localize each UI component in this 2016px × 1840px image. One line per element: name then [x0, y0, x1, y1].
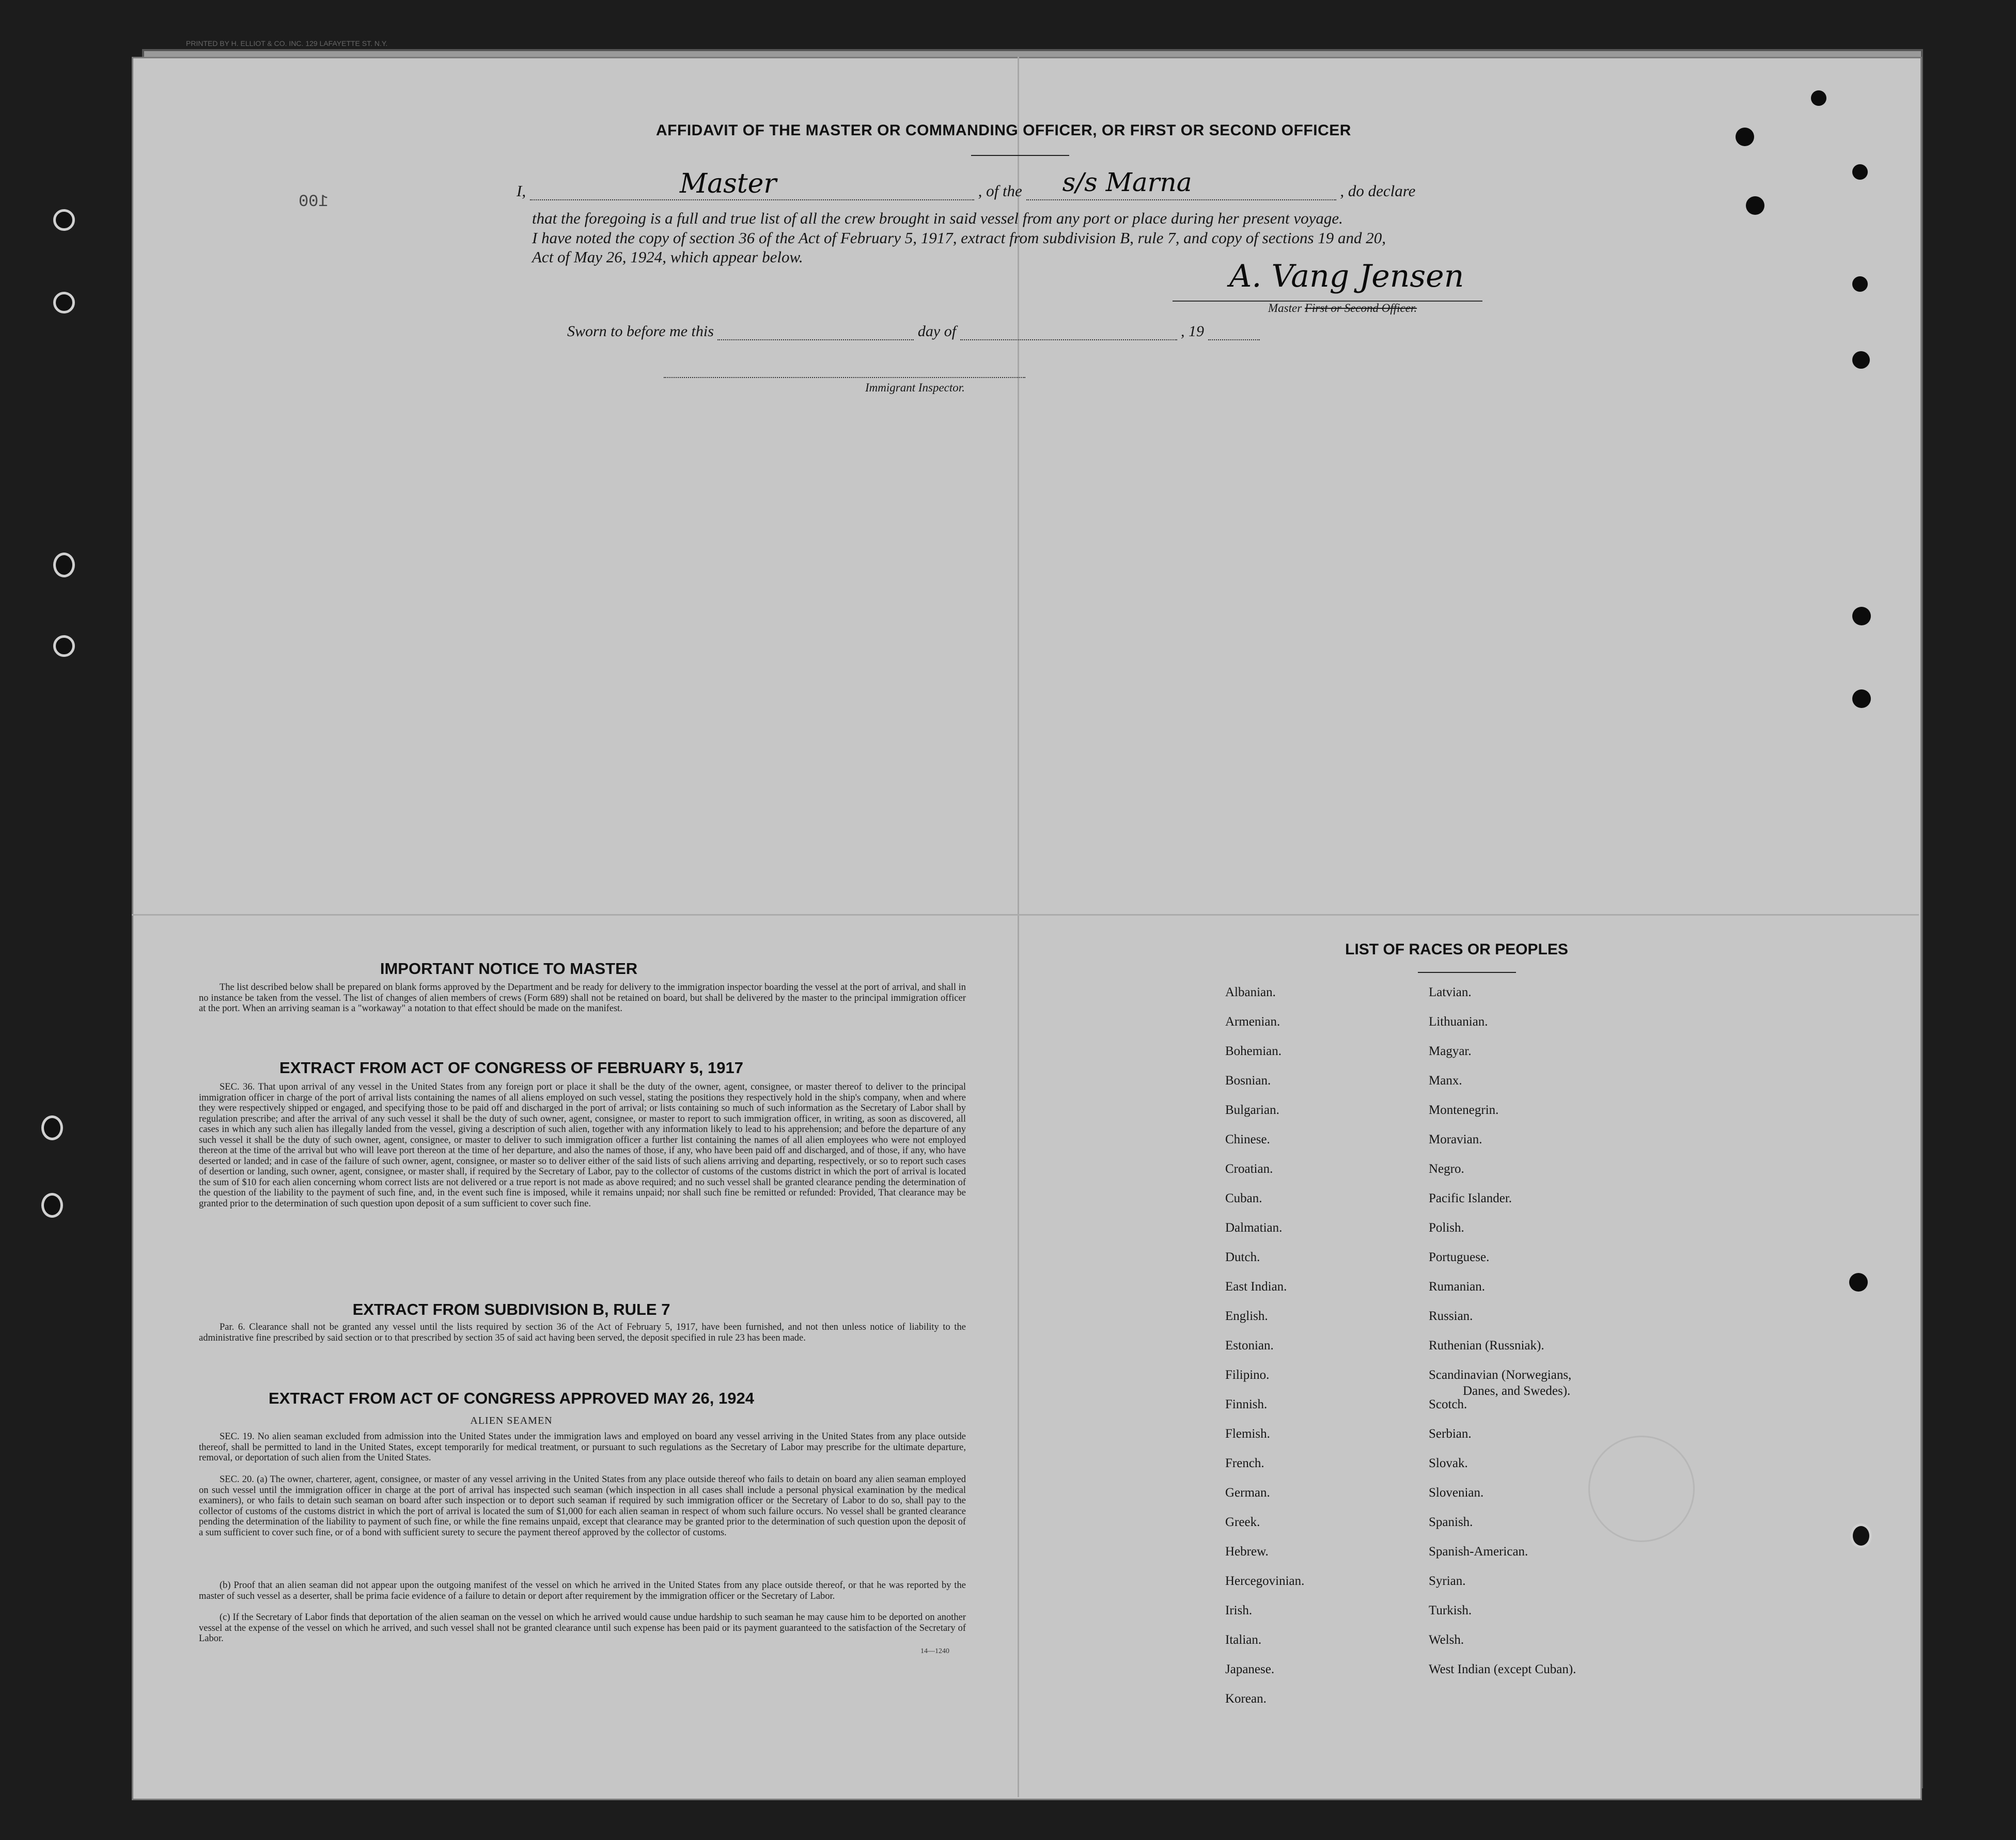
sworn-day: day of: [917, 323, 957, 340]
signer-caption-master: Master: [1268, 302, 1302, 314]
punch-hole: [1852, 164, 1868, 180]
sec20a-body: SEC. 20. (a) The owner, charterer, agent, consignee, or master of any vessel arriving in the United States from any place outside thereof who fails to detain on board any alien seaman employed on such vessel until the immigration officer in charge at the port of arrival has inspected such seaman (which inspection in all cases shall include a personal physical examination by the medical examiners), or who fails to detain such seaman on board after such inspection or to deport such seaman if required by such immigration officer or the Secretary of Labor to do so, shall pay to the collector of customs of the customs district in which the port of arrival is located the sum of $1,000 for each alien seaman in respect of whom such failure occurs. No vessel shall be granted clearance pending the determination of the liability to payment of such fine, or while the fine remains unpaid, except that clearance may be granted prior to the determination of such question upon the deposit of a sum sufficient to cover such fine, or of a bond with sufficient surety to secure the payment thereof approved by the collector of customs.: [199, 1474, 966, 1538]
races-title: LIST OF RACES OR PEOPLES: [1345, 941, 1568, 958]
punch-hole: [1736, 128, 1754, 146]
race-item-right: Slovak.: [1429, 1456, 1468, 1470]
binder-ring: [53, 209, 75, 231]
race-item-left: German.: [1225, 1486, 1270, 1500]
affidavit-line1: [517, 167, 1519, 200]
fold-line-horizontal: [132, 914, 1919, 916]
race-item-left: English.: [1225, 1309, 1268, 1323]
race-item-right: Negro.: [1429, 1162, 1464, 1176]
binder-ring: [1850, 1523, 1872, 1548]
race-item-left: Bosnian.: [1225, 1074, 1271, 1088]
punch-hole: [1746, 196, 1764, 215]
punch-hole: [1852, 351, 1870, 369]
rule7-body: Par. 6. Clearance shall not be granted any vessel until the lists required by section 36 of the Act of February 5, 1917, have been furnished, and not then unless notice of liability to the administrative fine prescribed by said section or to that prescribed by section 35 of said act having been served, the deposit specified in rule 23 has been made.: [199, 1322, 966, 1343]
alien-seamen-subtitle: ALIEN SEAMEN: [470, 1415, 553, 1426]
race-item-left: Cuban.: [1225, 1191, 1262, 1205]
affidavit-line2: that the foregoing is a full and true list of all the crew brought in said vessel from any port or place during her present voyage.: [532, 209, 1343, 227]
sec20b-body: (b) Proof that an alien seaman did not appear upon the outgoing manifest of the vessel on which he arrived in the United States from any place outside thereof, or that he was reported by the master of such vessel as a deserter, shall be prima facie evidence of a failure to detain or deport after requirement by the immigration officer or the Secretary of Labor.: [199, 1580, 966, 1601]
of-the-text: , of the: [978, 182, 1022, 200]
race-item-right: Rumanian.: [1429, 1280, 1486, 1294]
affidavit-line3: I have noted the copy of section 36 of the Act of February 5, 1917, extract from subdivision B, rule 7, and copy of sections 19 and 20,: [532, 229, 1386, 247]
race-item-left: Hebrew.: [1225, 1545, 1269, 1559]
race-item-left: Dalmatian.: [1225, 1221, 1283, 1235]
sworn-year-field: [1208, 325, 1260, 340]
inspector-signature-line: [664, 377, 1025, 378]
sworn-date-field: [717, 325, 914, 340]
sworn-year: , 19: [1181, 323, 1205, 340]
race-item-left: Estonian.: [1225, 1339, 1274, 1353]
title-rule: [971, 155, 1069, 156]
race-item-left: Chinese.: [1225, 1133, 1270, 1146]
race-item-left: Korean.: [1225, 1692, 1267, 1706]
extract-1917-body: SEC. 36. That upon arrival of any vessel in the United States from any foreign port or place it shall be the duty of the owner, agent, consignee, or master thereof to deliver to the principal immigration officer in charge of the port of arrival lists containing the names of all aliens employed on such vessel, stating the positions they respectively hold in the ship's company, when and where they were respectively shipped or engaged, and specifying those to be paid off and discharged in the port of arrival; or lists containing so much of such information as the Secretary of Labor shall by regulation prescribe; and after the arrival of any such vessel it shall be the duty of such owner, agent, consignee, or master to report to such immigration officer, in writing, as soon as discovered, all cases in which any such alien has illegally landed from the vessel, giving a description of such alien, together with any information likely to lead to his apprehension; and before the departure of any such vessel it shall be the duty of such owner, agent, consignee, or master to deliver to such immigration officer a further list containing the names of all alien employees who were not employed thereon at the time of the arrival but who will leave port thereon at the time of her departure, and also the names of those, if any, who have been paid off and discharged, and of those, if any, who have deserted or landed; and in case of the failure of such owner, agent, consignee, or master so to deliver either of the said lists of such aliens arriving and departing, respectively, or so to report such cases of desertion or landing, such owner, agent, consignee, or master shall, if required by the Secretary of Labor, pay to the collector of customs of the customs district in which the port of arrival is located the sum of $10 for each alien concerning whom correct lists are not delivered or a true report is not made as above required; and no such vessel shall be granted clearance pending the determination of the question of the liability to the payment of such fine, and, in the event such fine is imposed, while it remains unpaid; nor shall such fine be remitted or refunded: Provided, That clearance may be granted prior to the determination of such question upon deposit of a sum sufficient to cover such fine.: [199, 1082, 966, 1209]
race-item-right-continuation: Danes, and Swedes).: [1463, 1384, 1571, 1398]
binder-ring: [41, 1115, 63, 1140]
notice-body: The list described below shall be prepared on blank forms approved by the Department and be ready for delivery to the immigration inspector boarding the vessel at the port of arrival, and shall in no instance be taken from the vessel. The list of changes of alien members of crews (Form 689) shall not be retained on board, but shall be delivered by the master to the principal immigration officer at the port. When an arriving seaman is a "workaway" a notation to that effect should be made on the manifest.: [199, 982, 966, 1014]
race-item-left: Finnish.: [1225, 1397, 1268, 1411]
race-item-left: Dutch.: [1225, 1250, 1260, 1264]
race-item-right: Welsh.: [1429, 1633, 1464, 1647]
sec19-body: SEC. 19. No alien seaman excluded from admission into the United States under the immigration laws and employed on board any vessel arriving in the United States from any place outside thereof, shall be permitted to land in the United States, except temporarily for medical treatment, or pursuant to such regulations as the Secretary of Labor may prescribe for the ultimate departure, removal, or deportation of such alien from the United States.: [199, 1432, 966, 1463]
binder-ring: [53, 553, 75, 577]
race-item-left: Japanese.: [1225, 1662, 1275, 1676]
fold-line-vertical: [1018, 57, 1019, 1797]
signer-caption: [1268, 302, 1417, 315]
extract-1924-title: EXTRACT FROM ACT OF CONGRESS APPROVED MAY 26, 1924: [269, 1389, 754, 1407]
punch-hole: [1852, 689, 1871, 708]
sworn-month-field: [960, 325, 1177, 340]
race-item-right: Scotch.: [1429, 1397, 1467, 1411]
sec20c-body: (c) If the Secretary of Labor finds that deportation of the alien seaman on the vessel on which he arrived would cause undue hardship to such seaman he may cause him to be deported on another vessel at the expense of the vessel on which he arrived, and such vessel shall not be granted clearance until such expense has been paid or its payment guaranteed to the satisfaction of the Secretary of Labor.: [199, 1612, 966, 1644]
race-item-right: Spanish-American.: [1429, 1545, 1528, 1559]
vessel-handwritten: s/s Marna: [1062, 167, 1192, 197]
race-item-right: Pacific Islander.: [1429, 1191, 1512, 1205]
race-item-right: Portuguese.: [1429, 1250, 1490, 1264]
binder-ring: [53, 292, 75, 313]
sworn-line: [567, 323, 1260, 340]
races-title-rule: [1418, 972, 1516, 973]
race-item-left: Hercegovinian.: [1225, 1574, 1305, 1588]
race-item-right: Moravian.: [1429, 1133, 1482, 1146]
printer-imprint: PRINTED BY H. ELLIOT & CO. INC. 129 LAFAYETTE ST. N.Y.: [186, 39, 388, 48]
sworn-prefix: Sworn to before me this: [567, 323, 714, 340]
race-item-right: Spanish.: [1429, 1515, 1473, 1529]
race-item-left: French.: [1225, 1456, 1264, 1470]
punch-hole: [1852, 276, 1868, 292]
race-item-left: Croatian.: [1225, 1162, 1273, 1176]
race-item-left: Armenian.: [1225, 1015, 1280, 1029]
extract-1917-title: EXTRACT FROM ACT OF CONGRESS OF FEBRUARY 5, 1917: [279, 1059, 743, 1077]
race-item-right: Latvian.: [1429, 985, 1472, 999]
race-item-right: Turkish.: [1429, 1603, 1472, 1617]
master-signature: A. Vang Jensen: [1229, 258, 1464, 294]
punch-hole: [1811, 90, 1826, 106]
binder-ring: [41, 1193, 63, 1218]
race-item-right: Slovenian.: [1429, 1486, 1484, 1500]
inspector-caption: Immigrant Inspector.: [865, 381, 965, 394]
race-item-left: Bulgarian.: [1225, 1103, 1279, 1117]
signer-caption-struck: First or Second Officer.: [1304, 302, 1417, 314]
form-code: 14—1240: [920, 1647, 949, 1655]
binder-ring: [53, 635, 75, 657]
punch-hole: [1849, 1273, 1868, 1292]
race-item-left: Irish.: [1225, 1603, 1253, 1617]
race-item-left: Albanian.: [1225, 985, 1276, 999]
affidavit-title: AFFIDAVIT OF THE MASTER OR COMMANDING OFFICER, OR FIRST OR SECOND OFFICER: [656, 122, 1351, 139]
notice-title: IMPORTANT NOTICE TO MASTER: [380, 960, 638, 978]
race-item-right: Scandinavian (Norwegians,: [1429, 1368, 1572, 1382]
declare-text: , do declare: [1340, 182, 1416, 200]
race-item-right: Syrian.: [1429, 1574, 1466, 1588]
race-item-right: Manx.: [1429, 1074, 1462, 1088]
race-item-left: Greek.: [1225, 1515, 1260, 1529]
race-item-right: Lithuanian.: [1429, 1015, 1488, 1029]
race-item-left: Filipino.: [1225, 1368, 1270, 1382]
race-item-left: East Indian.: [1225, 1280, 1287, 1294]
rank-handwritten: Master: [679, 168, 777, 199]
declarant-prefix: I,: [517, 182, 526, 200]
race-item-right: Montenegrin.: [1429, 1103, 1499, 1117]
race-item-right: Magyar.: [1429, 1044, 1472, 1058]
race-item-left: Bohemian.: [1225, 1044, 1282, 1058]
race-item-left: Flemish.: [1225, 1427, 1270, 1441]
race-item-right: Ruthenian (Russniak).: [1429, 1339, 1544, 1353]
race-item-left: Italian.: [1225, 1633, 1262, 1647]
rule7-title: EXTRACT FROM SUBDIVISION B, RULE 7: [352, 1300, 670, 1318]
race-item-right: Russian.: [1429, 1309, 1473, 1323]
vessel-field: [1026, 167, 1336, 200]
race-item-right: Polish.: [1429, 1221, 1464, 1235]
rank-field: [530, 168, 974, 200]
stamp-number: 100: [299, 192, 329, 211]
race-item-right: Serbian.: [1429, 1427, 1472, 1441]
faint-seal: [1588, 1436, 1695, 1542]
race-item-right: West Indian (except Cuban).: [1429, 1662, 1576, 1676]
punch-hole: [1852, 607, 1871, 625]
affidavit-line4: Act of May 26, 1924, which appear below.: [532, 248, 803, 266]
